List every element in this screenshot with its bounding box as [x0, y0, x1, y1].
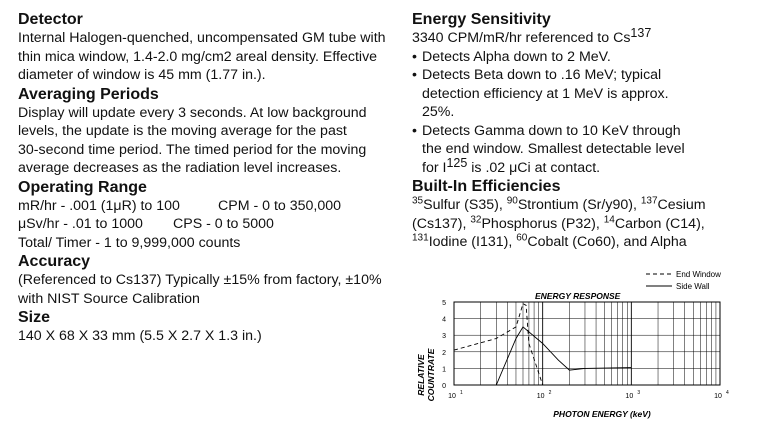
gamma-line-3-pre: for I — [422, 159, 447, 176]
energy-section — [412, 10, 747, 177]
x-tick-label: 10 — [448, 393, 456, 400]
chart-ylabel-line-2: COUNTRATE — [426, 348, 436, 402]
chart-grid — [454, 302, 720, 385]
gamma-line-3-post: is .02 μCi at contact. — [467, 159, 601, 176]
beta-line-2: detection efficiency at 1 MeV is approx. — [422, 85, 669, 102]
operating-usv-range: μSv/hr - .01 to 1000 — [18, 216, 143, 232]
phosphorus-text: Phosphorus (P32), — [481, 215, 604, 232]
right-column — [412, 10, 747, 252]
chart-ylabel-line-1: RELATIVE — [416, 354, 426, 396]
gamma-line-1: Detects Gamma down to 10 KeV through — [422, 122, 681, 139]
carbon-text: Carbon (C14), — [614, 215, 705, 232]
strontium-sup: 90 — [506, 195, 518, 207]
cesium-sup: 137 — [640, 195, 658, 207]
alpha-bullet: • Detects Alpha down to 2 MeV. — [412, 48, 747, 67]
energy-reference-line — [412, 26, 747, 48]
gamma-bullet — [412, 122, 747, 178]
operating-total-timer: Total/ Timer - 1 to 9,999,000 counts — [18, 234, 241, 251]
series-side-wall-line — [496, 327, 631, 385]
chart-title: ENERGY RESPONSE — [535, 291, 621, 301]
chart-frame — [454, 302, 720, 385]
accuracy-line-2: with NIST Source Calibration — [18, 290, 200, 307]
efficiencies-section — [412, 177, 747, 252]
operating-mr-range: mR/hr - .001 (1μR) to 100 — [18, 197, 180, 214]
legend-side-wall-label: Side Wall — [676, 282, 710, 291]
y-tick-label: 5 — [442, 300, 446, 307]
accuracy-section — [18, 252, 403, 308]
chart-xlabel: PHOTON ENERGY (keV) — [553, 409, 651, 419]
gamma-isotope-sup: 125 — [446, 155, 468, 170]
accuracy-line-1: (Referenced to Cs137) Typically ±15% from factory, ±10% — [18, 272, 382, 288]
efficiencies-line-1 — [412, 196, 747, 215]
size-heading: Size — [18, 309, 51, 326]
size-section — [18, 308, 403, 346]
x-tick-label: 10 — [714, 393, 722, 400]
accuracy-heading: Accuracy — [18, 253, 91, 270]
operating-cps-range: CPS - 0 to 5000 — [173, 216, 274, 232]
y-tick-label: 2 — [442, 349, 446, 357]
iodine-sup: 131 — [412, 232, 429, 244]
beta-bullet — [412, 66, 747, 122]
size-line: 140 X 68 X 33 mm (5.5 X 2.7 X 1.3 in.) — [18, 328, 262, 344]
y-tick-label: 1 — [442, 366, 446, 374]
series-end-window-line — [454, 304, 543, 385]
carbon-sup: 14 — [603, 213, 615, 225]
cobalt-sup: 60 — [516, 232, 528, 244]
detector-section — [18, 10, 403, 85]
energy-reference-isotope: 137 — [630, 26, 652, 40]
detector-line-1: Internal Halogen-quenched, uncompensated GM tube with — [18, 30, 386, 46]
x-tick-exponent: 3 — [637, 390, 641, 396]
x-tick-exponent: 4 — [726, 390, 729, 396]
operating-cpm-range: CPM - 0 to 350,000 — [218, 197, 342, 214]
efficiencies-line-3 — [412, 233, 747, 252]
detector-heading: Detector — [18, 11, 83, 28]
y-tick-label: 4 — [442, 316, 446, 324]
energy-bullet-list — [412, 48, 747, 178]
x-tick-label: 10 — [536, 393, 545, 400]
averaging-line-3: 30-second time period. The timed period for the moving — [18, 141, 367, 158]
phosphorus-sup: 32 — [470, 213, 482, 225]
iodine-text: Iodine (I131), — [428, 234, 517, 250]
detector-line-3: diameter of window is 45 mm (1.77 in.). — [18, 67, 266, 83]
sulfur-text: Sulfur (S35), — [423, 197, 507, 213]
efficiencies-line-2 — [412, 215, 747, 234]
energy-response-chart — [410, 265, 740, 425]
beta-line-3: 25%. — [422, 104, 455, 120]
cs137-text: (Cs137), — [412, 215, 471, 232]
left-column — [18, 10, 403, 346]
x-tick-label: 10 — [625, 393, 634, 400]
cobalt-text: Cobalt (Co60), and Alpha — [527, 234, 687, 250]
averaging-line-2: levels, the update is the moving average for the past — [18, 123, 347, 139]
averaging-section — [18, 85, 403, 178]
gamma-line-2: the end window. Smallest detectable level — [422, 141, 685, 157]
y-tick-label: 0 — [442, 383, 446, 390]
cesium-text: Cesium — [657, 197, 706, 213]
y-tick-label: 3 — [442, 333, 446, 341]
averaging-line-1: Display will update every 3 seconds. At low background — [18, 104, 367, 121]
energy-reference-text: 3340 CPM/mR/hr referenced to Cs — [412, 30, 631, 46]
beta-line-1: Detects Beta down to .16 MeV; typical — [422, 67, 662, 83]
detector-line-2: thin mica window, 1.4-2.0 mg/cm2 areal density. Effective — [18, 48, 378, 65]
legend-end-window-label: End Window — [676, 270, 721, 279]
strontium-text: Strontium (Sr/y90), — [517, 197, 641, 213]
averaging-heading: Averaging Periods — [18, 85, 159, 103]
sulfur-sup: 35 — [412, 195, 424, 207]
averaging-line-4: average decreases as the radiation level increases. — [18, 160, 342, 176]
operating-heading: Operating Range — [18, 178, 147, 196]
operating-row-2 — [18, 215, 403, 234]
x-tick-exponent: 1 — [460, 390, 463, 396]
operating-row-1 — [18, 197, 403, 216]
operating-section — [18, 178, 403, 253]
energy-response-svg — [410, 265, 740, 425]
x-tick-exponent: 2 — [548, 390, 552, 396]
energy-heading: Energy Sensitivity — [412, 11, 551, 28]
efficiencies-heading: Built-In Efficiencies — [412, 178, 561, 195]
